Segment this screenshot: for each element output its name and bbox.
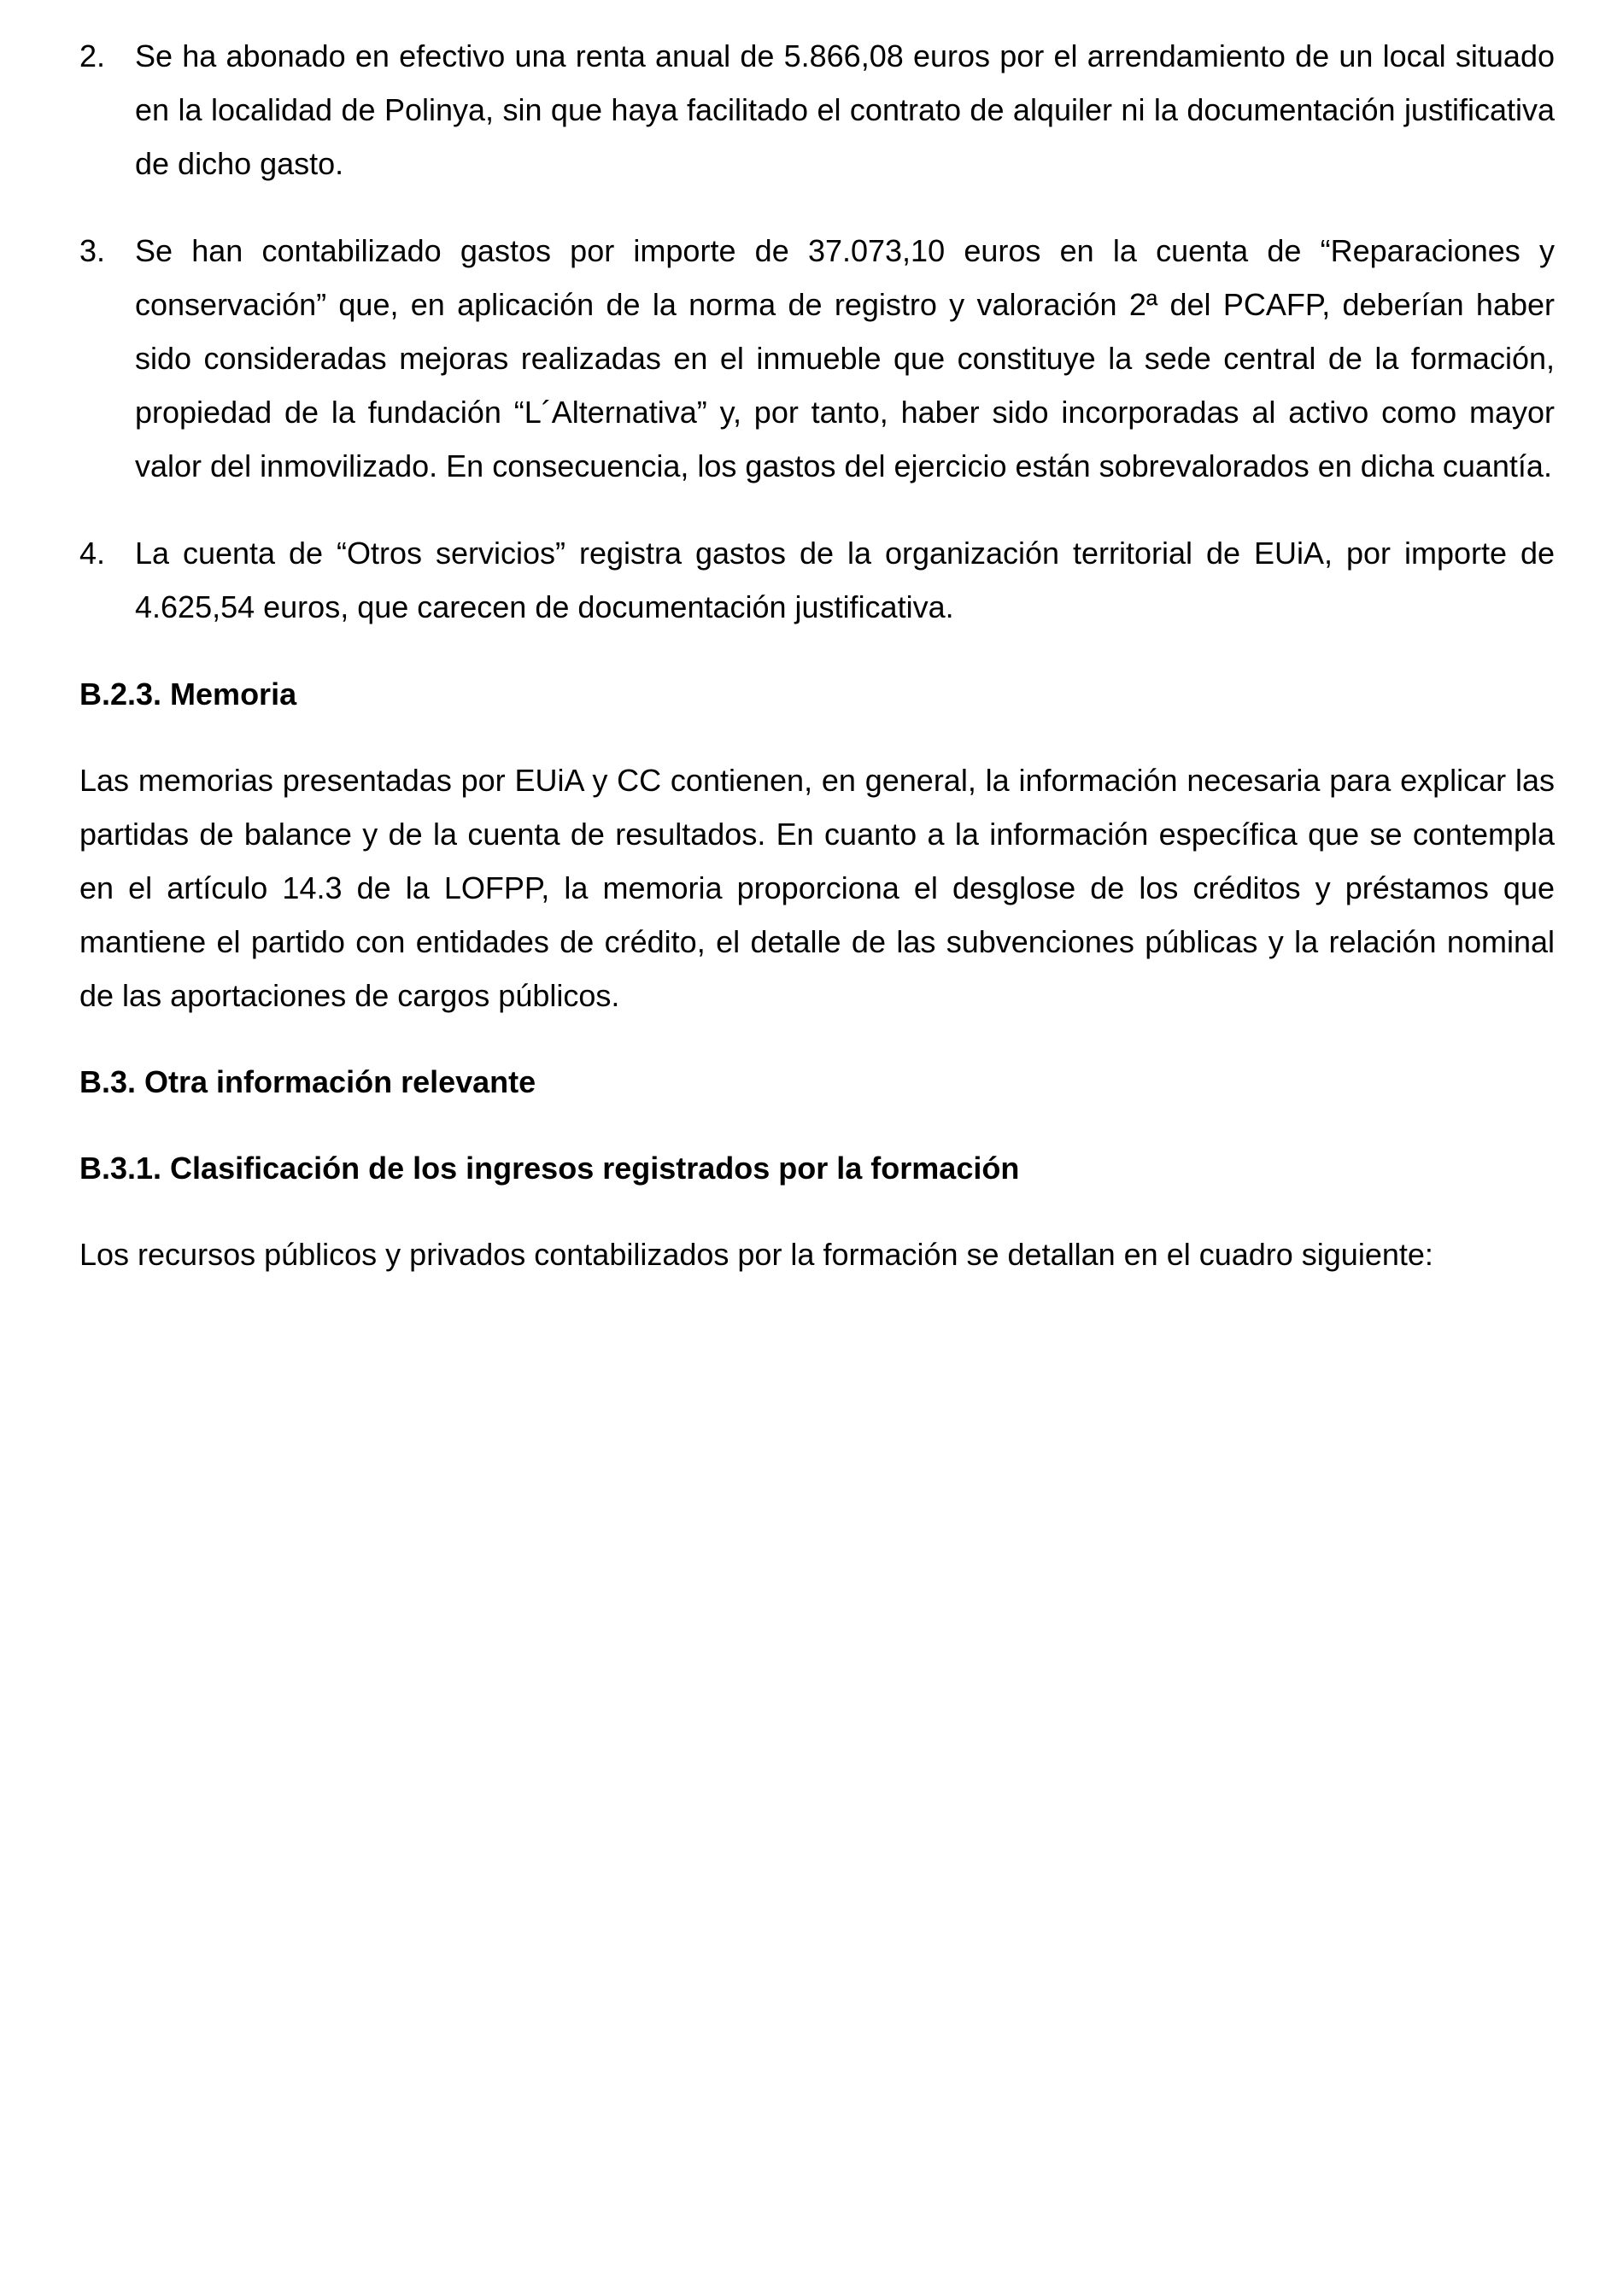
list-item xyxy=(79,29,1555,190)
clasificacion-paragraph: Los recursos públicos y privados contabilizados por la formación se detallan en el cuadro siguiente: xyxy=(79,1237,1433,1272)
memoria-paragraph: Las memorias presentadas por EUiA y CC contienen, en general, la información necesaria para explicar las partidas de balance y de la cuenta de resultados. En cuanto a la información específica que se contempla en el artículo 14.3 de la LOFPP, la memoria proporciona el desglose de los créditos y préstamos que mantiene el partido con entidades de crédito, el detalle de las subvenciones públicas y la relación nominal de las aportaciones de cargos públicos. xyxy=(79,763,1555,1013)
list-item-text: Se han contabilizado gastos por importe de 37.073,10 euros en la cuenta de “Reparaciones y conservación” que, en aplicación de la norma de registro y valoración 2ª del PCAFP, deberían haber sido consideradas mejoras realizadas en el inmueble que constituye la sede central de la formación, propiedad de la fundación “L´Alternativa” y, por tanto, haber sido incorporadas al activo como mayor valor del inmovilizado. En consecuencia, los gastos del ejercicio están sobrevalorados en dicha cuantía. xyxy=(135,233,1555,483)
list-item xyxy=(79,224,1555,493)
list-item-number: 4. xyxy=(79,536,106,571)
list-item-number: 3. xyxy=(79,233,106,268)
list-item-number: 2. xyxy=(79,38,106,73)
list-item xyxy=(79,526,1555,634)
list-item-text: La cuenta de “Otros servicios” registra gastos de la organización territorial de EUiA, por importe de 4.625,54 euros, que carecen de documentación justificativa. xyxy=(135,536,1555,624)
page-content xyxy=(79,29,1555,1314)
otra-informacion-heading: B.3. Otra información relevante xyxy=(79,1064,536,1099)
memoria-heading: B.2.3. Memoria xyxy=(79,676,297,712)
clasificacion-heading: B.3.1. Clasificación de los ingresos registrados por la formación xyxy=(79,1151,1020,1186)
list-item-text: Se ha abonado en efectivo una renta anual de 5.866,08 euros por el arrendamiento de un local situado en la localidad de Polinya, sin que haya facilitado el contrato de alquiler ni la documentación justificativa de dicho gasto. xyxy=(135,38,1555,181)
